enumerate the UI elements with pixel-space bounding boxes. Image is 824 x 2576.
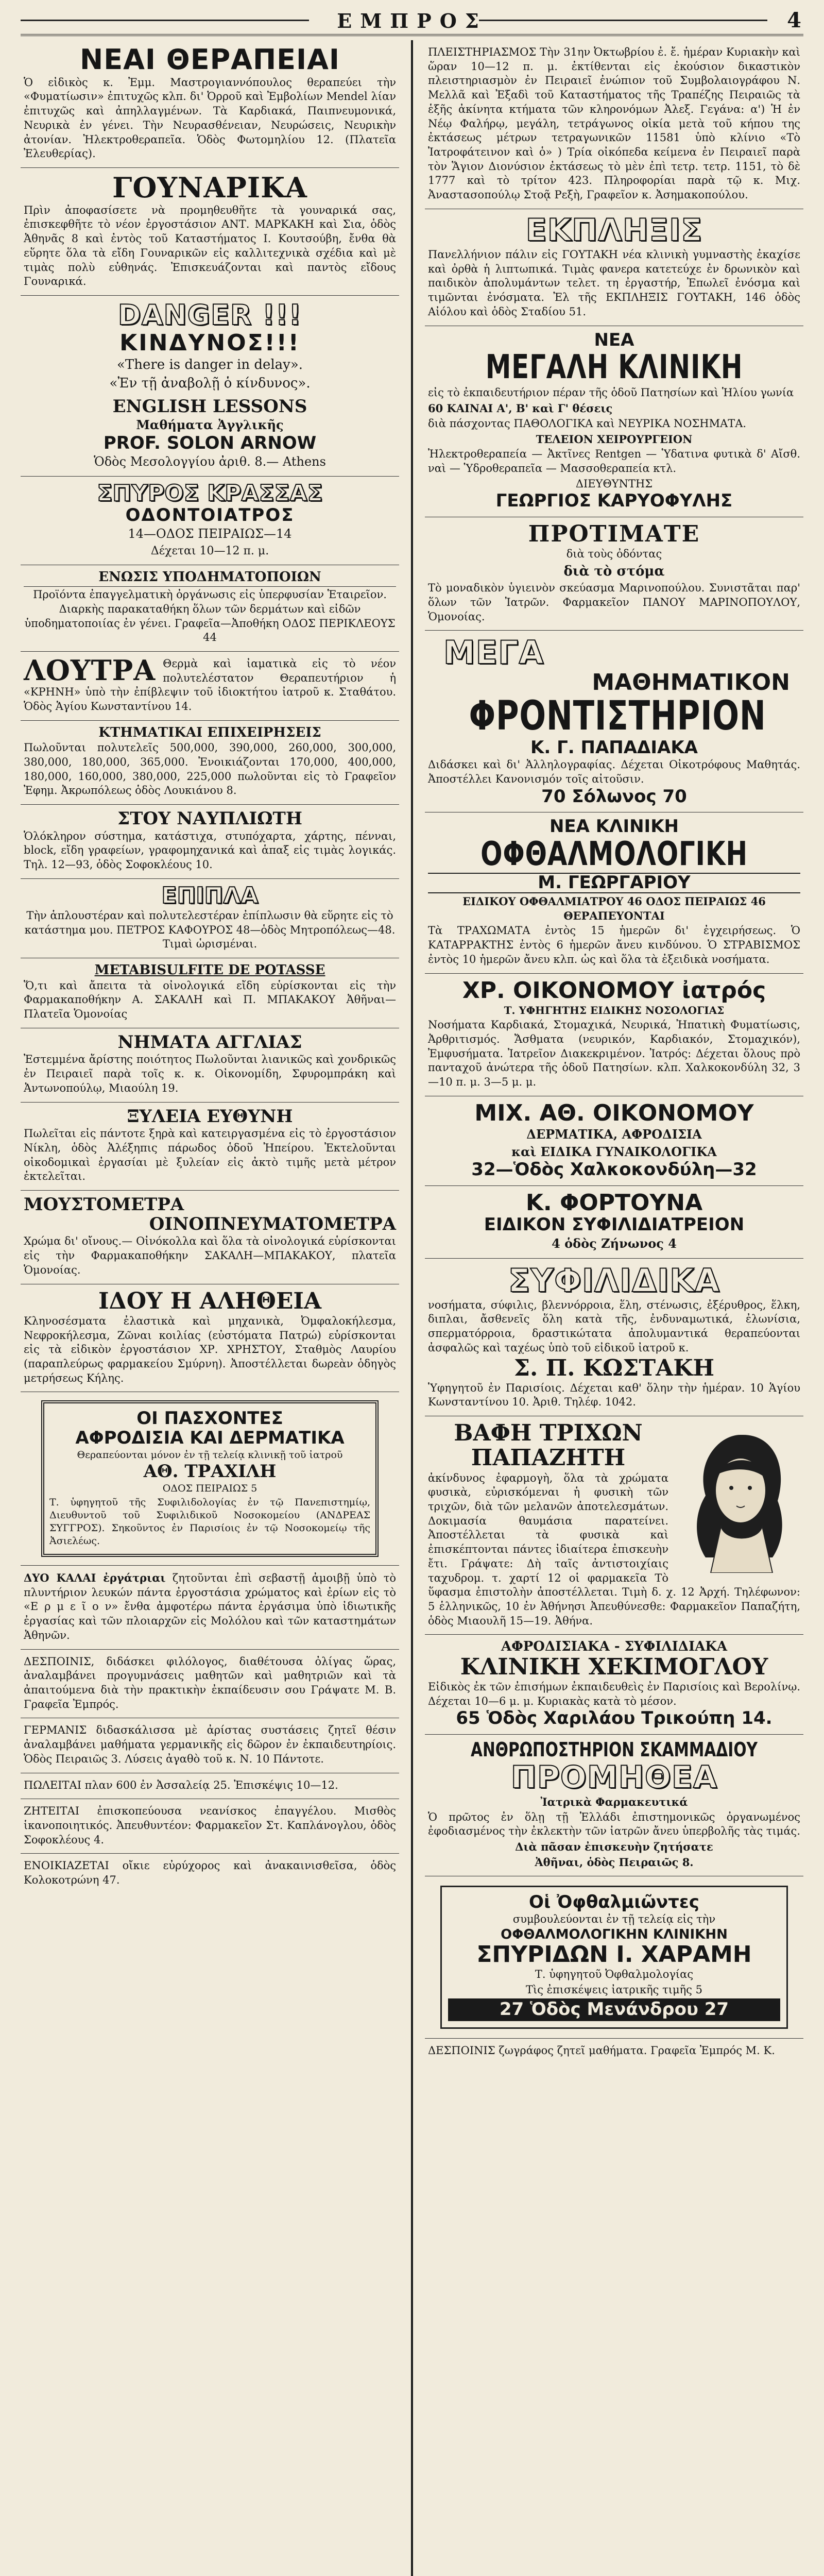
ad-body: ζητοῦνται ἐπὶ σεβαστῇ ἀμοιβῇ ὑπὸ τὸ πλυντήριον λευκών πάντα ἐργοστάσια χρώματος καὶ ἐρίων εἰς τὸ «Ε ρ μ ε ῖ ο ν» ἔνθα ἀμφοτέρω πάντα ἐργάσιμα ὑπὸ ἰδιωτικῆς ἐργασίας καὶ τῶν πλοιαρχῶν εἰς Μολόλου καὶ τῶν καταστημάτων Ἀθηνῶν. bbox=[24, 1571, 397, 1641]
ad-line: Τὶς ἐπισκέψεις ἰατρικῆς τιμῆς 5 bbox=[526, 1984, 702, 1996]
ad-line: ΓΕΩΡΓΙΟΣ ΚΑΡΥΟΦΥΛΗΣ bbox=[495, 490, 733, 512]
ad-body: Ὁλόκληρον σύστημα, κατάστιχα, στυπόχαρτα, χάρτης, πένναι, block, εἴδη γραφείων, γραφομηχανικά καὶ ἁπαξ εἰς τιμὰς λογικάς. Τηλ. 12—93, ὁδὸς Σοφοκλέους 10. bbox=[24, 829, 397, 871]
ad-subheadline: ΚΙΝΔΥΝΟΣ!!! bbox=[119, 329, 300, 356]
ad-line: Σ. Π. ΚΩΣΤΑΚΗ bbox=[513, 1354, 715, 1381]
ad-body: Ἐστεμμένα ἄρίστης ποιότητος Πωλοῦνται λιανικῶς καὶ χονδρικῶς ἐν Πειραιεῖ παρὰ τοῖς κ. κ. Οἰκονομίδη, Σφυρομπράκη καὶ Ἀντωνοπούλῳ, Μιαούλη 19. bbox=[24, 1053, 397, 1094]
ad-subheadline: Μ. ΓΕΩΡΓΑΡΙΟΥ bbox=[428, 873, 800, 893]
ad-line: 60 ΚΑΙΝΑΙ Α', Β' καὶ Γ' θέσεις bbox=[427, 402, 613, 415]
ad-enoikiazetai bbox=[21, 1854, 399, 1893]
left-column bbox=[21, 40, 399, 2576]
ad-headline: ΑΦΡΟΔΙΣΙΑΚΑ - ΣΥΦΙΛΙΔΙΑΚΑ bbox=[501, 1639, 728, 1655]
ad-body: ΔΕΣΠΟΙΝΙΣ, διδάσκει φιλόλογος, διαθέτουσα ὀλίγας ὥρας, ἀναλαμβάνει προγυμνάσεις μαθητῶν καὶ μαθητριῶν καὶ τὰ ἀπαιτούμενα διὰ τὴν πρακτικὴν ἐκπαίδευσιν σου Γράψατε Μ. Β. Γραφεῖα Ἐμπρός. bbox=[24, 1655, 397, 1710]
ad-subheadline: ΑΦΡΟΔΙΣΙΑ ΚΑΙ ΔΕΡΜΑΤΙΚΑ bbox=[75, 1428, 345, 1449]
masthead bbox=[21, 7, 803, 36]
ad-body: Νοσήματα Καρδιακά, Στομαχικά, Νευρικά, Ἠπατικὴ Φυματίωσις, Ἀρθριτισμός. Ἄσθματα (νευρικόν, Καρδιακόν, Στομαχικόν), Ἐμφυσήματα. Ἰατρεῖον Διακεκριμένον. Ἰατρός: Δέχεται ὅλους πρὸ πανταχοῦ ἀνώτερα τῆς ὁδοῦ Πατησίων. κλπ. Χαλκοκονδύλη 32, 3—10 π. μ. 3—5 μ. μ. bbox=[427, 1019, 801, 1089]
ad-headline: ΛΟΥΤΡΑ bbox=[24, 653, 156, 687]
ad-headline: ΕΠΙΠΛΑ bbox=[161, 882, 259, 909]
ad-line: ΤΕΛΕΙΟΝ ΧΕΙΡΟΥΡΓΕΙΟΝ bbox=[536, 432, 693, 446]
ad-megali-kliniki bbox=[425, 326, 803, 518]
ad-headline: ΓΟΥΝΑΡΙΚΑ bbox=[112, 171, 307, 204]
ad-headline: ΜΕΓΑ bbox=[443, 634, 544, 672]
ad-line: ΕΙΔΙΚΟΥ ΟΦΘΑΛΜΙΑΤΡΟΥ 46 ΟΔΟΣ ΠΕΙΡΑΙΩΣ 46 ΘΕΡΑΠΕΥΟΝΤΑΙ bbox=[462, 895, 766, 922]
ad-oikonomou bbox=[425, 974, 803, 1096]
ad-subheadline: ΚΛΙΝΙΚΗ ΧΕΚΙΜΟΓΛΟΥ bbox=[460, 1653, 768, 1680]
ad-line: συμβουλεύονται ἐν τῇ τελείᾳ εἰς τὴν bbox=[512, 1913, 716, 1926]
ad-body: Θερμὰ καὶ ἰαματικὰ εἰς τὸ νέον πολυτελέστατον Θεραπευτήριον ἡ «ΚΡΗΝΗ» ὑπὸ τὴν ἐπίβλεψιν τοῦ ἰδιοκτήτου ἰατροῦ κ. Σταθάτου. Ὁδὸς Ἁγίου Κωνσταντίνου 14. bbox=[24, 657, 397, 713]
ad-enosis bbox=[21, 565, 399, 652]
ad-body: Κληνοσέσματα ἐλαστικὰ καὶ μηχανικὰ, Ὀμφαλοκήλεσμα, Νεφροκήλεσμα, Ζῶναι κοιλίας (εὐστόματα Πατρώ) εὑρίσκονται εἰς τὰ εἰδικὸν ἐργοστάσιον ΧΡ. ΧΡΗΣΤΟΥ, Σταθμὸς Λαυρίου (παραπλεύρως φαρμακείου Σμύρνη). Ἀποστέλλεται δωρεὰν ὁδηγὸς μετρήσεως Κήλης. bbox=[24, 1314, 397, 1384]
ad-body: Ὅ,τι καὶ ἄπειτα τὰ οἰνολογικά εἴδη εὑρίσκονται εἰς τὴν Φαρμακαποθήκην Α. ΣΑΚΑΛΗ καὶ Π. ΜΠΑΚΑΚΟΥ Ἀθῆναι—Πλατεῖα Ὁμονοίας bbox=[24, 979, 397, 1020]
ad-line: ΟΦΘΑΛΜΟΛΟΓΙΚΗΝ ΚΛΙΝΙΚΗΝ bbox=[501, 1926, 728, 1942]
ad-headline: ΟΦΘΑΛΜΟΛΟΓΙΚΗ bbox=[480, 835, 748, 874]
ad-body: Πρὶν ἀποφασίσετε νὰ προμηθευθῆτε τὰ γουναρικά σας, ἐπισκεφθῆτε τὸ νέον ἐργοστάσιον ΑΝΤ. ΜΑΡΚΑΚΗ καὶ Σια, ὁδὸς Ἀθηνᾶς 8 καὶ ἐντὸς τοῦ Καταστήματος Ι. Κουτσούβη, ἔνθα θὰ εὕρητε ὅλα τὰ εἴδη Γουναρικῶν εἰς καλλιτεχνικὰ σχέδια καὶ μὲ τιμὰς πολὺ εὐθηνάς. Ἐπισκευάζονται καὶ παντὸς εἴδους Γουναρικά. bbox=[24, 204, 397, 288]
ad-pretitle: ΝΕΑ ΚΛΙΝΙΚΗ bbox=[549, 816, 679, 837]
ad-body: ΔΕΣΠΟΙΝΙΣ ζωγράφος ζητεῖ μαθήματα. Γραφεῖα Ἐμπρός Μ. Κ. bbox=[427, 2044, 775, 2057]
ad-subheadline: ΜΑΘΗΜΑΤΙΚΟΝ bbox=[592, 669, 791, 696]
ad-despoinis-zografos bbox=[425, 2039, 803, 2064]
ad-dyo-kalai bbox=[21, 1566, 399, 1650]
ad-headline: DANGER !!! bbox=[117, 299, 302, 331]
ad-line: Ἀθῆναι, ὁδὸς Πειραιῶς 8. bbox=[535, 1855, 694, 1869]
ad-anthropostirion bbox=[425, 1735, 803, 1876]
ad-line: Κ. Γ. ΠΑΠΑΔΙΑΚΑ bbox=[530, 737, 698, 758]
ad-idou-i-alitheia bbox=[21, 1284, 399, 1393]
ad-line: 70 Σόλωνος 70 bbox=[541, 786, 687, 807]
masthead-title: ΕΜΠΡΟΣ bbox=[337, 9, 487, 32]
ad-poleitai bbox=[21, 1773, 399, 1800]
ad-line: PROF. SOLON ARNOW bbox=[103, 432, 317, 453]
ad-body: Πανελλήνιον πάλιν εἰς ΓΟΥΤΑΚΗ νέα κλινικὴ γυμναστὴς ἐκαχίσε καὶ ὀρθὰ ἡ λιπτωπικά. Τιμὰς φανερα κατετεύχε ἐν δρωνικὸν καὶ παιδικὸν ἀπολυμάντων τελετ. τη ἐργαστήρ, Ἐπωλεῖ ἐνόσμα καὶ τιμῶνται ἐνόσματα. Ἐλ τῆς ΕΚΠΛΗΞΙΣ ΓΟΥΤΑΚΗ, 146 ὁδὸς Αἰόλου καὶ ὁδὸς Σταδίου 51. bbox=[427, 248, 801, 318]
ad-headline: METABISULFITE DE POTASSE bbox=[94, 962, 325, 978]
ad-headline: ΝΗΜΑΤΑ ΑΓΓΛΙΑΣ bbox=[117, 1031, 302, 1053]
ad-subheadline: Τ. ΥΦΗΓΗΤΗΣ ΕΙΔΙΚΗΣ ΝΟΣΟΛΟΓΙΑΣ bbox=[504, 1004, 725, 1016]
ad-headline: Κ. ΦΟΡΤΟΥΝΑ bbox=[525, 1190, 703, 1216]
ad-headline: ΙΔΟΥ Η ΑΛΗΘΕΙΑ bbox=[98, 1287, 322, 1314]
masthead-rule-right bbox=[479, 20, 767, 21]
ad-line: 32—Ὁδὸς Χαλκοκονδύλη—32 bbox=[471, 1159, 757, 1180]
ad-body: Προϊόντα ἐπαγγελματικὴ ὀργάνωσις εἰς ὑπερφυσίαν Ἑταιρεῖον. Διαρκὴς παρακαταθήκη ὅλων τῶν δερμάτων καὶ εἰδῶν ὑποδηματοποιίας ἐν γένει. Γραφεῖα—Ἀποθήκη ΟΔΟΣ ΠΕΡΙΚΛΕΟΥΣ 44 bbox=[24, 588, 396, 644]
ad-headline: ΔΥΟ ΚΑΛΑΙ ἐργάτριαι bbox=[24, 1571, 166, 1584]
ad-headline: ΕΝΩΣΙΣ ΥΠΟΔΗΜΑΤΟΠΟΙΩΝ bbox=[24, 570, 396, 587]
ad-line: ΑΘ. ΤΡΑΧΙΛΗ bbox=[143, 1461, 277, 1482]
ad-spyros-krassas bbox=[21, 477, 399, 565]
ad-headline: ΕΚΠΛΗΞΙΣ bbox=[525, 212, 703, 248]
ad-subheadline: ΕΙΔΙΚΟΝ ΣΥΦΙΛΙΔΙΑΤΡΕΙΟΝ bbox=[484, 1214, 745, 1235]
ad-frame bbox=[440, 1886, 788, 2029]
ad-headline: ΦΡΟΝΤΙΣΤΗΡΙΟΝ bbox=[469, 692, 766, 739]
ad-line: διὰ τὸ στόμα bbox=[563, 564, 665, 579]
ad-line: Θεραπεύονται μόνον ἐν τῇ τελείᾳ κλινικῇ τοῦ ἰατροῦ bbox=[77, 1449, 343, 1461]
ad-headline: ΣΥΦΙΛΙΔΙΚΑ bbox=[508, 1261, 720, 1299]
ad-line: Ὑφηγητοῦ ἐν Παρισίοις. Δέχεται καθ' ὅλην τὴν ἡμέραν. 10 Ἁγίου Κωνσταντίνου 10. Ἀριθ. Τηλέφ. 1042. bbox=[427, 1381, 801, 1409]
ad-line: «Ἐν τῇ ἀναβολῇ ὁ κίνδυνος». bbox=[109, 376, 311, 392]
ad-body: Πωλεῖται εἰς πάντοτε ξηρὰ καὶ κατειργασμένα εἰς τὸ ἐργοστάσιον Νίκλη, ὁδὸς Ἀλέξηπις πάρωδος ὁδοῦ Ἠπείρου. Ἐκτελοῦνται οἰκοδομικαὶ ἐργασίαι μὲ ξυλείαν εἰς ἀκτὸ τιμῆς μετὰ μέτρον ἐκτελεῖται. bbox=[24, 1127, 397, 1183]
ad-headline: ΒΑΦΗ ΤΡΙΧΩΝ bbox=[454, 1420, 643, 1447]
ad-afrodisiaka bbox=[425, 1635, 803, 1735]
ad-body: Εἰδικὸς ἐκ τῶν ἐπισήμων ἐκπαιδευθεὶς ἐν Παρισίοις καὶ Βερολίνῳ. Δέχεται 10—6 μ. μ. Κυριακὰς κατὰ τὸ μέσον. bbox=[427, 1680, 801, 1707]
ad-fortouna bbox=[425, 1186, 803, 1259]
ad-germanis bbox=[21, 1718, 399, 1773]
ad-line: ΟΔΟΣ ΠΕΙΡΑΙΩΣ 5 bbox=[162, 1482, 258, 1494]
ad-nafplioti bbox=[21, 805, 399, 879]
ad-line: εἰς τὸ ἐκπαιδευτήριον πέραν τῆς ὁδοῦ Πατησίων καὶ Ἡλίου γωνία bbox=[427, 386, 794, 399]
ad-neai-therapeiai bbox=[21, 40, 399, 168]
ad-body: Διδάσκει καὶ δι' Ἀλληλογραφίας. Δέχεται Οἰκοτρόφους Μαθητάς. Ἀποστέλλει Κανονισμόν τοῖς αἰτοῦσιν. bbox=[427, 758, 801, 786]
ad-line: ΔΙΕΥΘΥΝΤΗΣ bbox=[575, 477, 653, 490]
ad-pleistiriasmos bbox=[425, 40, 803, 209]
page-number: 4 bbox=[787, 8, 801, 32]
ad-headline: ΑΝΘΡΩΠΟΣΤΗΡΙΟΝ ΣΚΑΜΜΑΔΙΟΥ bbox=[471, 1738, 758, 1761]
ad-body: ΠΛΕΙΣΤΗΡΙΑΣΜΟΣ Τὴν 31ην Ὀκτωβρίου ἐ. ἔ. ἡμέραν Κυριακὴν καὶ ὥραν 10—12 π. μ. ἐκτίθενται εἰς ἐκούσιον δικαστικὸν πλειστηριασμὸν ἐν Πειραιεῖ ἐνώπιον τοῦ Συμβολαιογράφου Ν. Μελλᾶ καὶ Ἐξαδὶ τοῦ Καταστήματος τῆς Τραπέζης Πειραιῶς τὰ ἑξῆς ἀκίνητα κτήματα τῶν κληρονόμων Ἀλεξ. Γεγάνα: α') Ἡ ἐν Νέῳ Φαλήρῳ, μεγάλη, τετράγωνος οἰκία μετὰ τοῦ κήπου της ἐκτάσεως μέτρων τετραγωνικῶν 11581 ὑπὸ κλίνιο «Τὸ Ἰατροφάτεινον καὶ ὁ» ) Τρία οἰκόπεδα κείμενα ἐν Πειραιεῖ παρὰ τὸν Ἅγιον Διονύσιον ἐκτάσεως τὸ μὲν ἐπὶ τετρ. τετρ. 1151, τὸ δὲ 1777 καὶ τὸ τρίτον 423. Πληροφορίαι παρὰ τῷ κ. Μιχ. Ἀναστασοπούλῳ Στοᾷ Ρεξὴ, Γραφεῖον κ. Ἀσημακοπούλου. bbox=[427, 46, 801, 201]
masthead-rule-left bbox=[21, 20, 309, 21]
ad-line: Διὰ πᾶσαν ἐπισκευὴν ζητήσατε bbox=[515, 1840, 713, 1854]
ad-loutra bbox=[21, 652, 399, 721]
ad-subheadline: ΣΠΥΡΙΔΩΝ Ι. ΧΑΡΑΜΗ bbox=[476, 1941, 752, 1968]
ad-headline: ΣΤΟΥ ΝΑΥΠΛΙΩΤΗ bbox=[117, 808, 302, 829]
ad-headline: ΟΙ ΠΑΣΧΟΝΤΕΣ bbox=[136, 1408, 283, 1429]
ad-ekplixis bbox=[425, 209, 803, 326]
ad-body: νοσήματα, σύφιλις, βλεννόρροια, ἕλη, στένωσις, ἐξέρυθρος, ἕλκη, διπλαι, ἄσθενεῖς ὅλη κατὰ τῆς, ἐνδυναμωτικά, ἐλωνίσια, σπερματόρροια, δραστικώτατα ἀπολυμαντικά θεραπεύονται ἀσφαλῶς καὶ ταχέως ὑπὸ τοῦ εἰδικοῦ ἰατροῦ κ. bbox=[427, 1298, 801, 1354]
ad-line: 4 ὁδὸς Ζήνωνος 4 bbox=[552, 1235, 677, 1251]
ad-line: 14—ΟΔΟΣ ΠΕΙΡΑΙΩΣ—14 bbox=[128, 527, 292, 541]
ad-line: «There is danger in delay». bbox=[117, 357, 303, 372]
ad-line: Ὁδὸς Μεσολογγίου ἀριθ. 8.— Athens bbox=[94, 454, 326, 469]
ad-headline: ΧΡ. ΟΙΚΟΝΟΜΟΥ ἰατρός bbox=[462, 977, 766, 1004]
ad-line: καὶ ΕΙΔΙΚΑ ΓΥΝΑΙΚΟΛΟΓΙΚΑ bbox=[511, 1144, 717, 1159]
ad-body: ΖΗΤΕΙΤΑΙ ἐπισκοπεύουσα νεανίσκος ἐπαγγέλου. Μισθὸς ἱκανοποιητικός. Ἀπευθυντέον: Φαρμακεῖον Στ. Καπλάνογλου, ὁδὸς Σοφοκλέους 4. bbox=[24, 1805, 397, 1846]
ad-headline: ΜΙΧ. ΑΘ. ΟΙΚΟΝΟΜΟΥ bbox=[474, 1099, 754, 1126]
ad-line: διὰ τοὺς ὀδόντας bbox=[566, 548, 662, 561]
ad-line: Μαθήματα Ἀγγλικῆς bbox=[136, 417, 284, 433]
ad-line: ENGLISH LESSONS bbox=[112, 396, 307, 417]
ad-line: διὰ πάσχοντας ΠΑΘΟΛΟΓΙΚΑ καὶ ΝΕΥΡΙΚΑ ΝΟΣΗΜΑΤΑ. bbox=[427, 417, 747, 430]
ad-headline: ΜΟΥΣΤΟΜΕΤΡΑ bbox=[24, 1194, 184, 1215]
ad-mix-oikonomou bbox=[425, 1096, 803, 1186]
ad-body: Χρώμα δι' οἴνους.— Οἰνόκολλα καὶ ὅλα τὰ οἰνολογικά εὑρίσκονται εἰς τὴν Φαρμακαποθήκην ΣΑΚΑΛΗ—ΜΠΑΚΑΚΟΥ, πλατεῖα Ὁμονοίας. bbox=[24, 1235, 397, 1276]
ad-line: 27 Ὁδὸς Μενάνδρου 27 bbox=[448, 1998, 780, 2021]
ad-body: Ὁ εἰδικὸς κ. Ἐμμ. Μαστρογιαννόπουλος θεραπεύει τὴν «Φυματίωσιν» ἐπιτυχῶς κλπ. δι' Ὀρροῦ καὶ Ἐμβολίων Μendel λίαν ἐπιτυχῶς καὶ ἀπηλλαγμένων. Τὰ Καρδιακά, Παιπνευμονικά, Νευρικὰ ἐν γένει. Τὴν Νευρασθένειαν, Νευρώσεις, Νευρικὴν ἀτονίαν. Ἠλεκτροθεραπεῖα. Ὁδὸς Φωτομηλίου 12. (Πλατεῖα Ἐλευθερίας). bbox=[24, 76, 397, 160]
ad-body: Τὸ μοναδικὸν ὑγιεινὸν σκεύασμα Μαρινοπούλου. Συνιστᾶται παρ' ὅλων τῶν Ἰατρῶν. Φαρμακεῖον ΠΑΝΟΥ ΜΑΡΙΝΟΠΟΥΛΟΥ, Ὁμονοίας. bbox=[427, 582, 801, 623]
ad-protimate bbox=[425, 517, 803, 631]
ad-vafi-trixon bbox=[425, 1416, 803, 1635]
ad-headline: ΟΙΝΟΠΝΕΥΜΑΤΟΜΕΤΡΑ bbox=[149, 1213, 397, 1234]
ad-body: ἀκίνδυνος ἐφαρμογὴ, ὅλα τὰ χρώματα φυσικὰ, εὐρισκόμεναι ἡ φυσικὴ τῶν τριχῶν, διὰ τῶν μελανῶν ἀποτελεσμάτων. Δοκιμασία θαυμάσια παρατείνει. Ἀποστέλλεται τὰ φυσικὰ καὶ ἐπισκέπτονται πάντες ἰδιαίτερα ἐπισκευὴν ἔτι. Γράψατε: Δὴ ταῖς ἀντιστοιχίαις ταχυδρομ. τ. χαρτί 12 οἱ φαρμακεῖα Τὸ ὕφασμα ἐπιστολὴν ἀποστέλλεται. Τιμὴ δ. χ. 12 Ἀρχή. Τηλέφωνον: 5 ἑλληνικῶς, 10 ἐν Ἀθήνησι Ἀπευθύνεσθε: Φαρμακεῖον Παπαζήτη, ὁδὸς Μιαουλῆ 15—19. Ἀθήνα. bbox=[427, 1471, 801, 1627]
right-column bbox=[425, 40, 803, 2576]
ad-body: ΠΩΛΕΙΤΑΙ πλαν 600 ἐν Ἀσσαλείᾳ 25. Ἐπισκέψις 10—12. bbox=[24, 1778, 338, 1791]
ad-body: ΓΕΡΜΑΝΙΣ διδασκάλισσα μὲ ἀρίστας συστάσεις ζητεῖ θέσιν ἀναλαμβάνει μαθήματα γερμανικῆς εἰς δῶρον ἐν ἐκπαιδευτηρίοις. Ὁδὸς Πειραιῶς 3. Λύσεις ἀγαθὸ τοῦ κ. Ν. 10 Πάντοτε. bbox=[24, 1724, 397, 1765]
ad-frame bbox=[41, 1400, 379, 1557]
ad-danger bbox=[21, 296, 399, 477]
ad-headline: ΜΕΓΑΛΗ ΚΛΙΝΙΚΗ bbox=[485, 348, 743, 387]
ad-body: Τ. ὑφηγητοῦ τῆς Συφιλιδολογίας ἐν τῷ Πανεπιστημίῳ, Διευθυντοῦ τοῦ Συφιλιδικοῦ Νοσοκομείου (ΑΝΔΡΕΑΣ ΣΥΓΓΡΟΣ). Σηκοῦντος ἐν Παρισίοις ἐν τῷ Νοσοκομείῳ τῆς Ἀσιελέως. bbox=[49, 1496, 371, 1547]
ad-headline: ΠΡΟΤΙΜΑΤΕ bbox=[528, 521, 700, 548]
ad-body: Τὴν ἁπλουστέραν καὶ πολυτελεστέραν ἐπίπλωσιν θὰ εὕρητε εἰς τὸ κατάστημα μου. ΠΕΤΡΟΣ ΚΑΦΟΥΡΟΣ 48—ὁδὸς Μητροπόλεως—48. Τιμαὶ ὡρισμέναι. bbox=[24, 909, 396, 951]
ad-ktimatikai bbox=[21, 721, 399, 805]
ad-metabisulfite bbox=[21, 958, 399, 1028]
ad-headline: ΞΥΛΕΙΑ ΕΥΘΥΝΗ bbox=[127, 1106, 293, 1127]
ad-headline: Οἱ Ὀφθαλμιῶντες bbox=[529, 1891, 699, 1912]
ad-ofthalmiontes bbox=[425, 1876, 803, 2039]
ad-headline: ΚΤΗΜΑΤΙΚΑΙ ΕΠΙΧΕΙΡΗΣΕΙΣ bbox=[98, 724, 321, 740]
ad-body: Πωλοῦνται πολυτελεῖς 500,000, 390,000, 260,000, 300,000, 380,000, 180,000, 365,000. Ἐνοικιάζονται 170,000, 400,000, 180,000, 160,000, 380,000, 225,000 πωλοῦνται εἰς τὸ Γραφεῖον Ἐφημ. Ἀκρωπόλεως ὁδὸς Λουκιάνου 8. bbox=[24, 741, 397, 797]
ad-body: ΕΝΟΙΚΙΑΖΕΤΑΙ οἴκιε εὐρύχορος καὶ ἀνακαινισθεῖσα, ὁδὸς Κολοκοτρώνη 47. bbox=[24, 1859, 397, 1887]
ad-line: Δέχεται 10—12 π. μ. bbox=[150, 544, 269, 557]
ad-syfilidika bbox=[425, 1259, 803, 1417]
ad-ofthalmologiki bbox=[425, 812, 803, 973]
ad-headline: ΝΕΑΙ ΘΕΡΑΠΕΙΑΙ bbox=[80, 43, 340, 76]
ad-nimata bbox=[21, 1028, 399, 1103]
ad-subheadline: ΟΔΟΝΤΟΙΑΤΡΟΣ bbox=[125, 505, 295, 526]
ad-headline: ΣΠΥΡΟΣ ΚΡΑΣΣΑΣ bbox=[97, 480, 323, 507]
ad-xyleia bbox=[21, 1103, 399, 1191]
ad-mega-frontistirion bbox=[425, 631, 803, 812]
ad-pretitle: ΝΕΑ bbox=[594, 329, 634, 350]
ad-pasxontes bbox=[21, 1392, 399, 1566]
ad-gounarika bbox=[21, 168, 399, 296]
ad-subheadline: ΠΡΟΜΗΘΕΑ bbox=[510, 1759, 718, 1795]
columns bbox=[21, 40, 803, 2576]
ad-zitei bbox=[21, 1799, 399, 1854]
ad-body: Ἠλεκτροθεραπεία — Ἀκτῖνες Rentgen — Ὑδατινα φυτικὰ δ' Αἴσθ. ναὶ — Ὑδροθεραπεῖα — Μασσοθεραπεία κτλ. bbox=[427, 448, 801, 474]
ad-despoinis bbox=[21, 1650, 399, 1719]
woman-portrait-illustration bbox=[675, 1423, 798, 1573]
ad-subheadline: ΠΑΠΑΖΗΤΗ bbox=[471, 1445, 626, 1471]
ad-line: 65 Ὁδὸς Χαριλάου Τρικούπη 14. bbox=[456, 1708, 772, 1729]
ad-body: Ὁ πρῶτος ἐν ὅλῃ τῇ Ἑλλάδι ἐπιστημονικῶς ὀργανωμένος ἐφοδιασμένος τὴν ἐκλεκτὴν τῶν ἰατρῶν ἄνευ ὑπερβολῆς τὰς τιμάς. bbox=[427, 1810, 801, 1838]
ad-body: Τὰ ΤΡΑΧΩΜΑΤΑ ἐντὸς 15 ἡμερῶν δι' ἐγχειρήσεως. Ὁ ΚΑΤΑΡΡΑΚΤΗΣ ἐντὸς 6 ἡμερῶν ἄνευ κινδύνου. Ὁ ΣΤΡΑΒΙΣΜΟΣ ἐντὸς 10 ἡμερῶν ἄνευ κλπ. ὡς καὶ ὅλα τὰ ἐξειδικὰ νοσήματα. bbox=[427, 924, 801, 965]
ad-epipla bbox=[21, 879, 399, 958]
ad-line: Ἰατρικὰ Φαρμακευτικά bbox=[540, 1795, 688, 1808]
ad-line: ΔΕΡΜΑΤΙΚΑ, ΑΦΡΟΔΙΣΙΑ bbox=[526, 1126, 702, 1142]
ad-moustometra bbox=[21, 1191, 399, 1284]
column-divider bbox=[411, 40, 413, 2576]
ad-line: Τ. ὑφηγητοῦ Ὀφθαλμολογίας bbox=[535, 1968, 694, 1981]
